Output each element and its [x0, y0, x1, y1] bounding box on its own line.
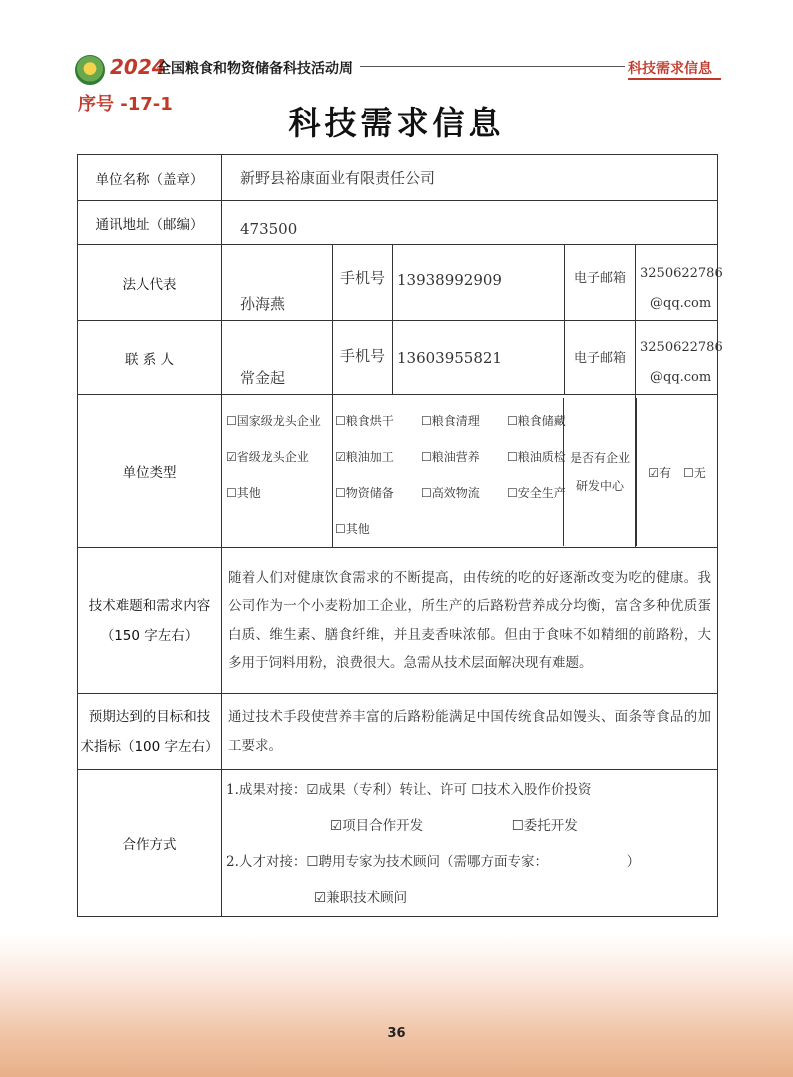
row-contact [78, 321, 718, 395]
goal-text: 通过技术手段使营养丰富的后路粉能满足中国传统食品如馒头、面条等食品的加工要求。 [222, 694, 718, 770]
rd-center-label-cell [563, 398, 636, 546]
unit-type-drying-checkbox[interactable]: ☐粮食烘干 [335, 414, 394, 428]
contact-label: 联 系 人 [78, 321, 222, 395]
coop-line-project [226, 808, 717, 844]
row-address [78, 201, 718, 245]
footer-gradient [0, 935, 793, 1077]
unit-type-logistics-checkbox[interactable]: ☐高效物流 [421, 486, 480, 500]
header-year: 2024 [110, 55, 166, 79]
tech-problem-text: 随着人们对健康饮食需求的不断提高，由传统的吃的好逐渐改变为吃的健康。我公司作为一个小麦粉加工企业，所生产的后路粉营养成分均衡，富含多种优质蛋白质、维生素、膳食纤维，并且麦香味浓郁。但由于食味不如精细的前路粉，大多用于饲料用粉，浪费很大。急需从技术层面解决现有难题。 [222, 548, 718, 694]
legal-rep-value: 孙海燕 [222, 245, 333, 321]
contact-phone-value: 13603955821 [393, 321, 565, 395]
unit-type-col2 [333, 403, 421, 547]
page-number: 36 [387, 1026, 406, 1041]
rd-center-label-line1: 是否有企业 [569, 451, 630, 465]
unit-type-provincial-checkbox[interactable]: ☑省级龙头企业 [226, 450, 309, 464]
legal-rep-email-line2: @qq.com [650, 296, 712, 311]
page-title: 科技需求信息 [288, 104, 505, 142]
row-goal [78, 694, 718, 770]
rd-center-label-line2: 研发中心 [575, 479, 624, 493]
unit-type-col1 [222, 395, 333, 548]
unit-type-cleaning-checkbox[interactable]: ☐粮食清理 [421, 414, 480, 428]
coop-commission-checkbox[interactable]: ☐委托开发 [511, 818, 578, 834]
header-section-title: 科技需求信息 [628, 61, 712, 77]
unit-type-other2-checkbox[interactable]: ☐其他 [335, 522, 370, 536]
unit-type-quality-checkbox[interactable]: ☐粮油质检 [507, 450, 566, 464]
legal-rep-email-cell [636, 245, 723, 321]
contact-phone-label: 手机号 [333, 321, 393, 395]
coop-line-achievement[interactable]: 1.成果对接：☑成果（专利）转让、许可 ☐技术入股作价投资 [226, 782, 592, 798]
row-cooperation [78, 770, 718, 917]
unit-type-national-checkbox[interactable]: ☐国家级龙头企业 [226, 414, 321, 428]
coop-parttime-checkbox[interactable]: ☑兼职技术顾问 [314, 890, 408, 906]
goal-label-line2: 术指标（100 字左右） [80, 738, 219, 755]
tech-problem-label-cell [78, 548, 222, 694]
coop-project-checkbox[interactable]: ☑项目合作开发 [330, 818, 424, 834]
contact-email-line2: @qq.com [650, 370, 712, 385]
logo-icon [75, 55, 105, 85]
header-event-title: 全国粮食和物资储备科技活动周 [157, 61, 353, 77]
legal-rep-email-line1: 3250622786 [640, 266, 723, 281]
contact-email-label: 电子邮箱 [565, 321, 636, 395]
unit-type-processing-checkbox[interactable]: ☑粮油加工 [335, 450, 394, 464]
header-divider [360, 66, 625, 67]
legal-rep-email-label: 电子邮箱 [565, 245, 636, 321]
unit-type-reserve-checkbox[interactable]: ☐物资储备 [335, 486, 394, 500]
header-section-underline [628, 78, 721, 80]
row-tech-problem [78, 548, 718, 694]
legal-rep-phone-label: 手机号 [333, 245, 393, 321]
coop-line-talent [226, 844, 717, 880]
contact-value: 常金起 [222, 321, 333, 395]
address-label: 通讯地址（邮编） [78, 201, 222, 245]
tech-problem-label: 技术难题和需求内容 [88, 597, 211, 614]
unit-type-other1-checkbox[interactable]: ☐其他 [226, 486, 261, 500]
unit-name-label: 单位名称（盖章） [78, 155, 222, 201]
unit-type-col3 [421, 403, 507, 547]
coop-options [222, 770, 718, 917]
rd-center-options [636, 398, 717, 546]
unit-name-value: 新野县裕康面业有限责任公司 [222, 155, 718, 201]
legal-rep-label: 法人代表 [78, 245, 222, 321]
goal-label-line1: 预期达到的目标和技 [88, 708, 211, 725]
rd-no-checkbox[interactable]: ☐无 [683, 465, 706, 480]
address-value: 473500 [222, 201, 718, 245]
coop-expert-field-close: ） [626, 854, 641, 870]
contact-email-cell [636, 321, 723, 395]
row-legal-rep [78, 245, 718, 321]
tech-problem-sublabel: （150 字左右） [100, 627, 199, 644]
unit-type-label: 单位类型 [78, 395, 222, 548]
contact-email-line1: 3250622786 [640, 340, 723, 355]
coop-label: 合作方式 [78, 770, 222, 917]
goal-label-cell [78, 694, 222, 770]
rd-yes-checkbox[interactable]: ☑有 [648, 465, 671, 480]
unit-type-safety-checkbox[interactable]: ☐安全生产 [507, 486, 566, 500]
coop-hire-expert-checkbox[interactable]: 2.人才对接：☐聘用专家为技术顾问（需哪方面专家： [226, 854, 548, 870]
unit-type-nutrition-checkbox[interactable]: ☐粮油营养 [421, 450, 480, 464]
serial-number: 序号 -17-1 [78, 94, 173, 115]
unit-type-storage-checkbox[interactable]: ☐粮食储藏 [507, 414, 566, 428]
legal-rep-phone-value: 13938992909 [393, 245, 565, 321]
row-unit-name [78, 155, 718, 201]
